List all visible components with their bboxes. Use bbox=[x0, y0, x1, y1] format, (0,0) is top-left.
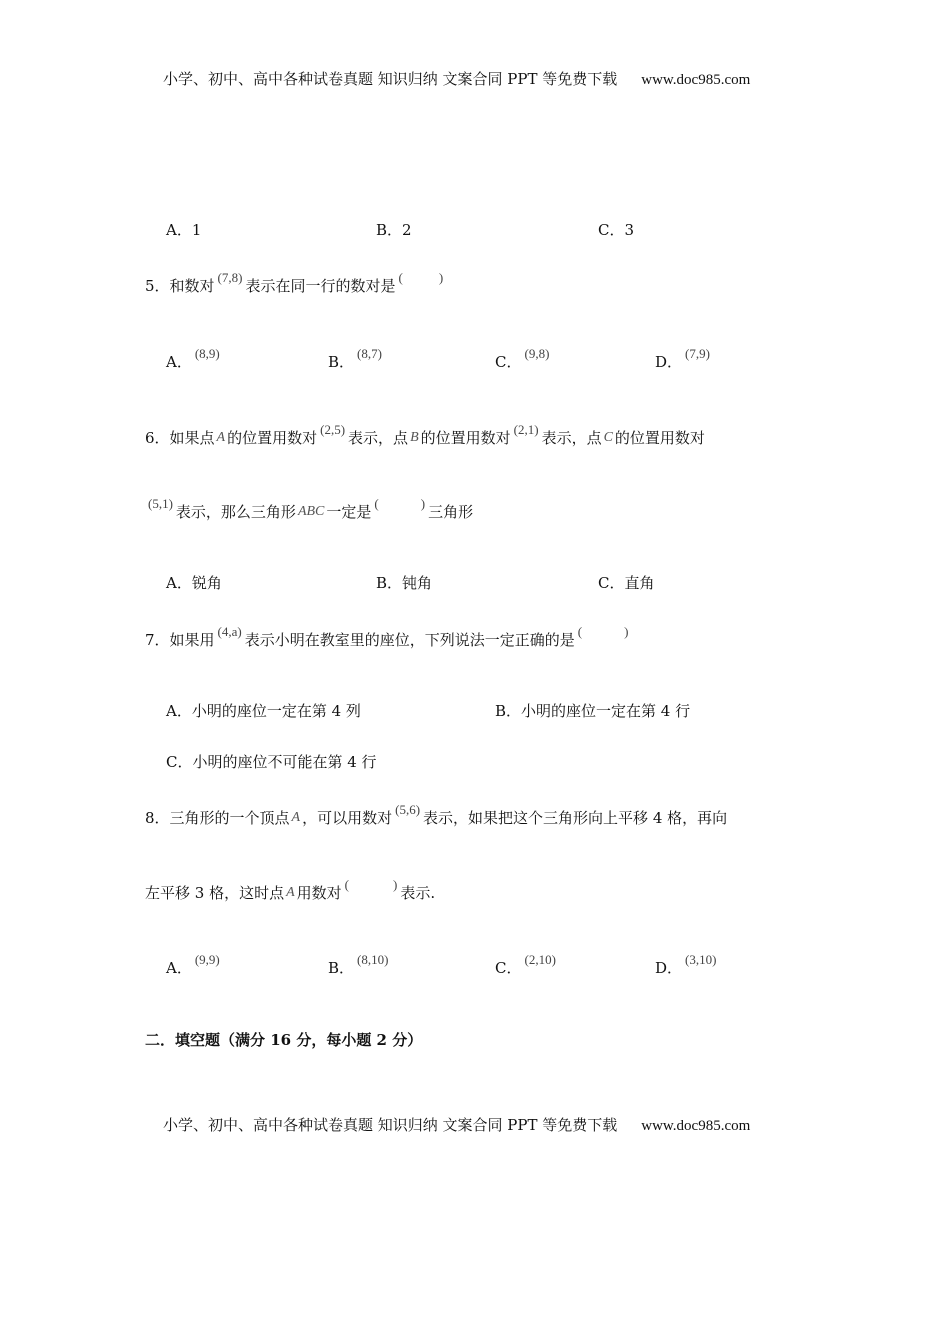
math-expression: ( bbox=[344, 877, 350, 892]
text: C． bbox=[495, 959, 522, 977]
text: 6．如果点 bbox=[145, 429, 215, 447]
question-5 bbox=[145, 270, 446, 297]
math-expression: (8,9) bbox=[194, 346, 220, 361]
text: C．直角 bbox=[598, 574, 655, 592]
text: B．小明的座位一定在第 4 行 bbox=[495, 702, 691, 720]
math-expression: (2,5) bbox=[320, 422, 346, 437]
text: 8．三角形的一个顶点 bbox=[145, 809, 290, 827]
math-variable: ABC bbox=[297, 504, 325, 519]
text: 表示小明在教室里的座位，下列说法一定正确的是 bbox=[244, 631, 575, 649]
text: D． bbox=[655, 353, 683, 371]
text: ，可以用数对 bbox=[302, 809, 393, 827]
question-7 bbox=[145, 624, 631, 651]
math-expression: ) bbox=[393, 877, 398, 892]
text: 表示在同一行的数对是 bbox=[245, 277, 396, 295]
math-expression: (2,10) bbox=[524, 952, 556, 967]
text: 5．和数对 bbox=[145, 277, 215, 295]
math-variable: B bbox=[410, 430, 419, 445]
text: B．2 bbox=[376, 221, 412, 239]
text: 二．填空题（满分 16 分，每小题 2 分） bbox=[145, 1031, 423, 1049]
q6-option-c bbox=[598, 573, 654, 593]
text: D． bbox=[655, 959, 683, 977]
math-expression: (5,1) bbox=[148, 496, 173, 511]
math-variable: A bbox=[216, 430, 226, 445]
text: A．锐角 bbox=[166, 574, 222, 592]
math-expression: (9,8) bbox=[524, 346, 550, 361]
text: B． bbox=[328, 959, 355, 977]
q7-option-b bbox=[495, 701, 690, 721]
text: 用数对 bbox=[296, 884, 342, 902]
question-8-line2 bbox=[145, 877, 436, 905]
question-6-line1 bbox=[145, 422, 705, 450]
math-expression: (9,9) bbox=[194, 952, 220, 967]
text: C．3 bbox=[598, 221, 635, 239]
text: 的位置用数对 bbox=[614, 429, 705, 447]
q5-option-a bbox=[166, 346, 223, 373]
text: www.doc985.com bbox=[641, 1118, 751, 1134]
math-expression: (7,8) bbox=[217, 270, 243, 285]
text: 表示，如果把这个三角形向上平移 4 格，再向 bbox=[423, 809, 728, 827]
math-variable: C bbox=[603, 430, 613, 445]
text: 7．如果用 bbox=[145, 631, 215, 649]
q5-option-b bbox=[328, 346, 385, 373]
q8-option-a bbox=[166, 952, 223, 979]
q4-option-a bbox=[166, 220, 201, 240]
text: 左平移 3 格，这时点 bbox=[145, 884, 285, 902]
q7-option-a bbox=[166, 701, 361, 721]
math-expression: (2,1) bbox=[513, 422, 539, 437]
section-2-heading bbox=[145, 1030, 422, 1050]
text: C．小明的座位不可能在第 4 行 bbox=[166, 753, 377, 771]
math-variable: A bbox=[286, 885, 295, 900]
q4-option-c bbox=[598, 220, 634, 240]
text: 三角形 bbox=[428, 503, 474, 521]
text: 表示，那么三角形 bbox=[175, 503, 296, 521]
text: 小学、初中、高中各种试卷真题 知识归纳 文案合同 PPT 等免费下载 bbox=[163, 70, 618, 88]
text: 表示，点 bbox=[541, 429, 602, 447]
q6-option-a bbox=[166, 573, 222, 593]
q5-option-c bbox=[495, 346, 552, 373]
text: A．小明的座位一定在第 4 列 bbox=[166, 702, 361, 720]
question-6-line2 bbox=[145, 496, 474, 524]
text: A．1 bbox=[166, 221, 202, 239]
q8-option-c bbox=[495, 952, 559, 979]
text: 小学、初中、高中各种试卷真题 知识归纳 文案合同 PPT 等免费下载 bbox=[163, 1116, 618, 1134]
math-expression: (8,7) bbox=[357, 346, 382, 361]
text: 的位置用数对 bbox=[420, 429, 511, 447]
math-expression: ( bbox=[577, 624, 583, 639]
math-expression: ( bbox=[398, 270, 403, 285]
q4-option-b bbox=[376, 220, 412, 240]
text: www.doc985.com bbox=[641, 72, 751, 88]
q5-option-d bbox=[655, 346, 713, 373]
text: A． bbox=[166, 959, 192, 977]
math-expression: ) bbox=[624, 624, 629, 639]
math-expression: (4,a) bbox=[217, 624, 242, 639]
q6-option-b bbox=[376, 573, 432, 593]
math-variable: A bbox=[291, 810, 301, 825]
text: C． bbox=[495, 353, 522, 371]
q8-option-d bbox=[655, 952, 719, 979]
math-expression: (3,10) bbox=[685, 952, 717, 967]
math-expression: ( bbox=[374, 496, 379, 511]
page-footer bbox=[163, 1115, 750, 1136]
q8-option-b bbox=[328, 952, 391, 979]
text: 一定是 bbox=[326, 503, 372, 521]
text: B．钝角 bbox=[376, 574, 433, 592]
math-expression: ) bbox=[420, 496, 426, 511]
page-header bbox=[163, 69, 750, 90]
text: 表示，点 bbox=[348, 429, 409, 447]
math-expression: (8,10) bbox=[357, 952, 389, 967]
text: B． bbox=[328, 353, 355, 371]
text: A． bbox=[166, 353, 192, 371]
math-expression: ) bbox=[438, 270, 444, 285]
text: 的位置用数对 bbox=[227, 429, 318, 447]
math-expression: (5,6) bbox=[395, 802, 421, 817]
q7-option-c bbox=[166, 752, 377, 772]
text: 表示. bbox=[400, 884, 436, 902]
question-8-line1 bbox=[145, 802, 728, 830]
math-expression: (7,9) bbox=[685, 346, 710, 361]
